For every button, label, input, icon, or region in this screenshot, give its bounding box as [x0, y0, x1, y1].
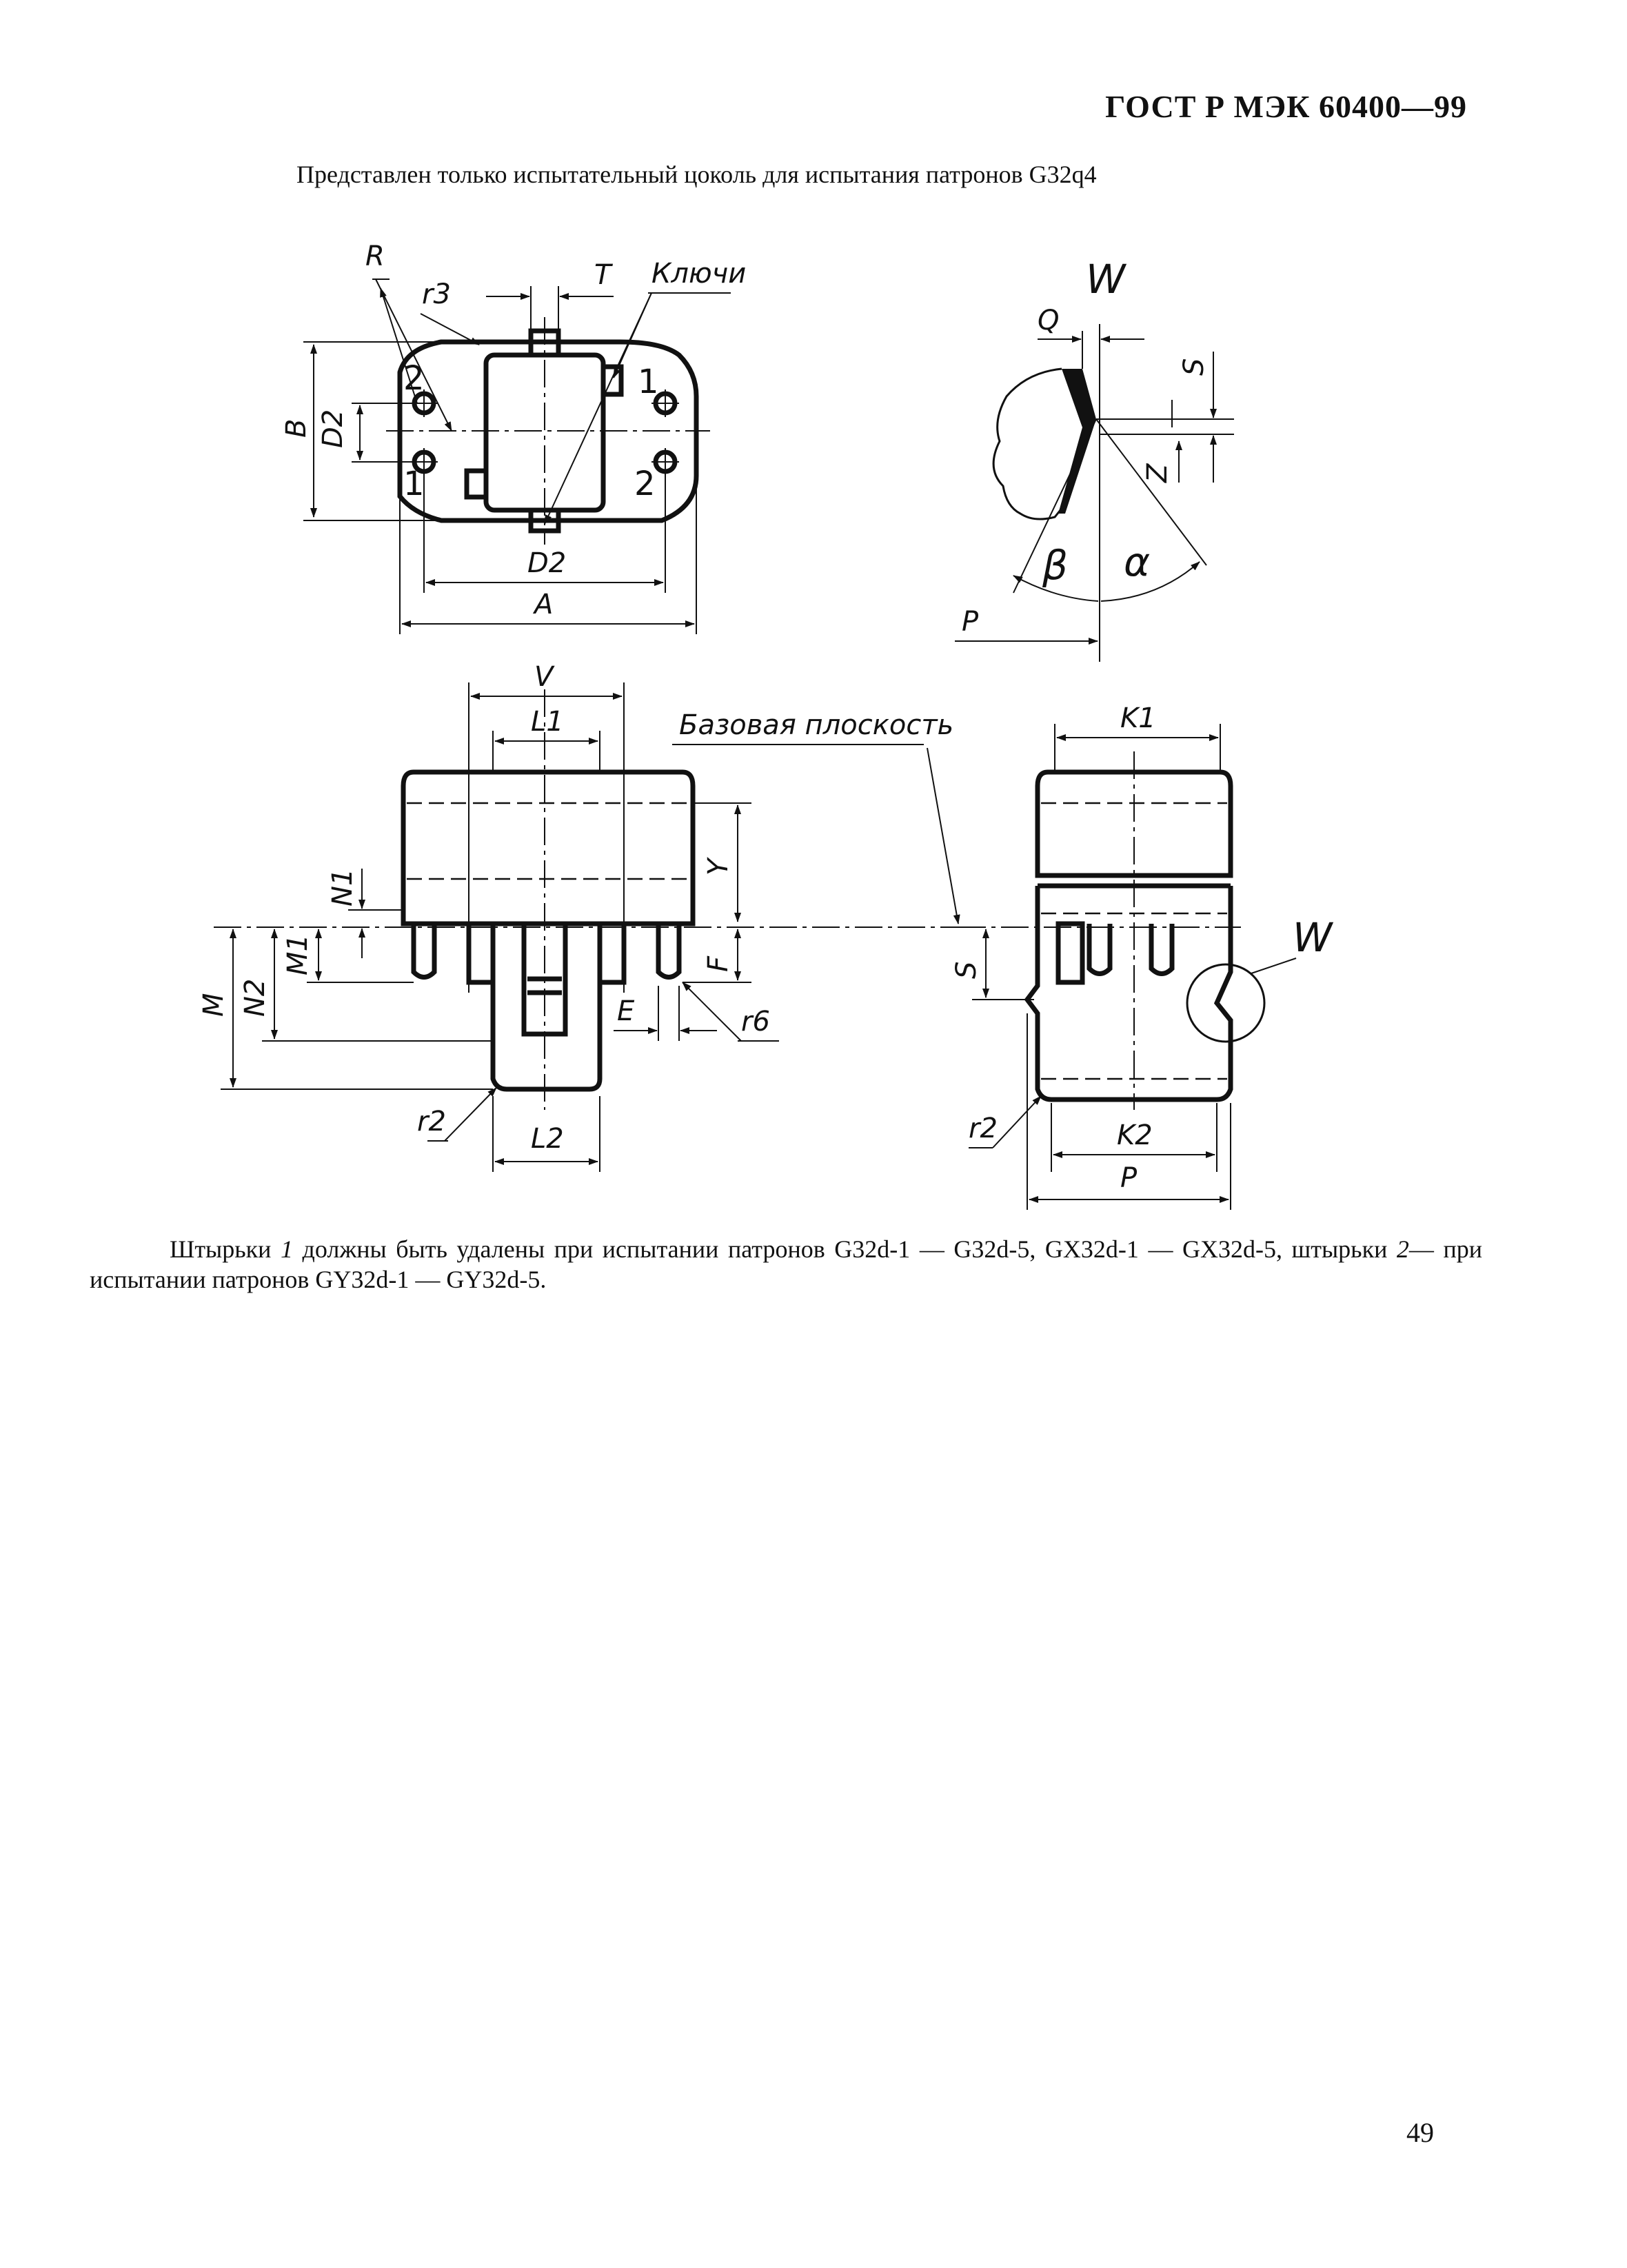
label-d2-vertical: D2 — [317, 409, 349, 448]
page-number: 49 — [1406, 2117, 1434, 2148]
label-m: M — [198, 993, 230, 1017]
label-r3: r3 — [422, 279, 451, 310]
label-v: V — [534, 661, 554, 693]
note-pin-1: 1 — [280, 1235, 293, 1263]
label-w-detail: W — [1086, 256, 1126, 303]
label-w-side: W — [1293, 914, 1333, 961]
label-r: R — [365, 241, 385, 272]
label-k2: K2 — [1117, 1120, 1153, 1151]
note-pin-2: 2 — [1396, 1235, 1409, 1263]
pin-number-bottom-right: 2 — [634, 465, 656, 503]
label-d2-horizontal: D2 — [527, 547, 567, 579]
label-l1: L1 — [531, 706, 564, 738]
pin-removal-note — [90, 1234, 1482, 1295]
label-e: E — [617, 995, 635, 1027]
label-keys: Ключи — [651, 258, 747, 290]
note-text-a: Штырьки — [170, 1235, 281, 1263]
label-f: F — [703, 955, 734, 972]
side-view — [951, 702, 1334, 1210]
label-beta: β — [1042, 542, 1069, 589]
label-alpha: α — [1124, 538, 1151, 585]
document-header: ГОСТ Р МЭК 60400—99 — [1105, 89, 1467, 124]
pin-number-top-left: 2 — [403, 359, 425, 398]
label-a: A — [534, 589, 554, 620]
pin-number-bottom-left: 1 — [403, 465, 425, 503]
label-y: Y — [703, 858, 734, 875]
label-r6: r6 — [741, 1006, 770, 1037]
label-q: Q — [1038, 305, 1060, 336]
front-view — [198, 661, 965, 1172]
label-n1: N1 — [327, 868, 358, 907]
label-b: B — [281, 418, 312, 438]
top-view — [281, 241, 746, 634]
intro-caption: Представлен только испытательный цоколь для испытания патронов G32q4 — [296, 161, 1097, 188]
label-l2: L2 — [531, 1123, 564, 1155]
label-z: Z — [1142, 463, 1173, 483]
pin-number-top-right: 1 — [638, 363, 659, 401]
label-r2-front: r2 — [417, 1106, 446, 1137]
label-base-plane: Базовая плоскость — [679, 709, 954, 741]
note-text-c: — при испытании патронов GY32d-1 — GY32d-5. — [90, 1235, 1482, 1293]
label-n2: N2 — [239, 978, 271, 1017]
label-s-side: S — [951, 961, 982, 979]
label-t: T — [594, 259, 612, 291]
label-k1: K1 — [1120, 702, 1156, 734]
label-p-side: P — [1120, 1162, 1138, 1194]
detail-w-view — [955, 256, 1234, 662]
label-p-detail: P — [962, 606, 979, 638]
note-text-b: должны быть удалены при испытании патронов G32d-1 — G32d-5, GX32d-1 — GX32d-5, штырьки — [292, 1235, 1397, 1263]
label-r2-side: r2 — [969, 1113, 998, 1144]
label-m1: M1 — [282, 934, 314, 975]
label-s-detail: S — [1178, 358, 1210, 376]
